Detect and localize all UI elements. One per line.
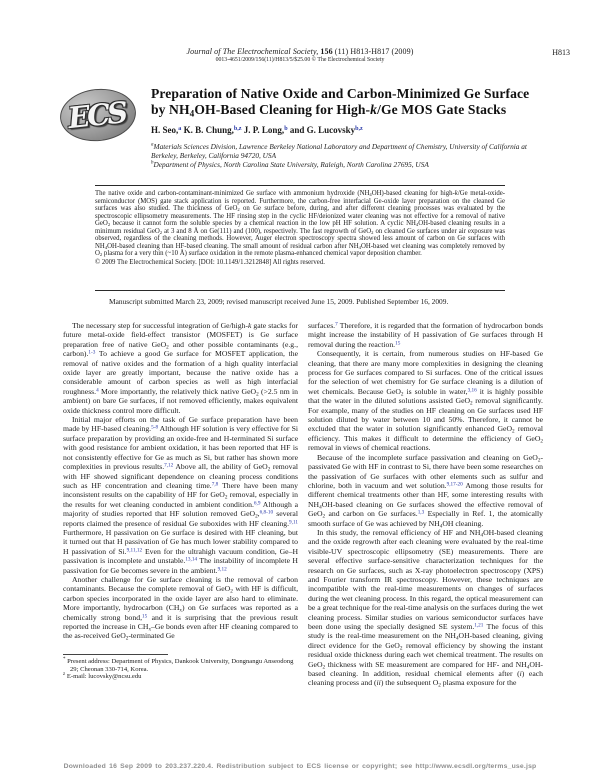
footnote-rule [63, 654, 168, 655]
citation-link[interactable]: 15 [142, 612, 148, 619]
journal-header [0, 47, 600, 63]
citation-link[interactable]: 9,12 [217, 565, 227, 572]
affiliation-b [151, 160, 531, 169]
journal-volume: 156 [320, 47, 333, 56]
citation-link[interactable]: 6,8-10 [259, 509, 274, 516]
citation-link[interactable]: 4 [96, 387, 99, 394]
citation-link[interactable]: 13,14 [185, 556, 198, 563]
footnote-marker: z [63, 672, 66, 678]
abstract-top-rule [95, 185, 505, 186]
masthead [59, 86, 543, 169]
body-paragraph: Because of the incomplete surface passivation and cleaning on GeO$_2$-passivated Ge with HF in contrast to Si, there have been some researches on the passivation of Ge surfaces with other elements such as sulfur and chlorine, both in vacuum and wet solution.$^{9,17-20}$ Among those results for different chemical treatments other than HF, some interesting results with $NH_4OH$-based cleaning on Ge surfaces showed the effective removal of GeO$_2$ and carbon on Ge surfaces.$^{1,3}$ Especially in Ref. 1, the atomically smooth surface of Ge was achieved by $NH_4OH$ cleaning. [308, 452, 543, 529]
citation-link[interactable]: 9,17-20 [446, 481, 463, 488]
body-paragraph: The necessary step for successful integration of Ge/high-k gate stacks for future metal-oxide field-effect transistor (MOSFET) is Ge surface preparation free of native GeO$_2$ and other possible contaminants (e.g., carbon).$^{1-3}$ To achieve a good Ge surface for MOSFET application, the removal of native oxides and the formation of a high quality interfacial oxide layer are greatly important, because the native oxide has a considerable amount of carbon species as well as high interfacial roughness.$^4$ More importantly, the relatively thick native GeO$_2$ (>2.5 nm in ambient) on bare Ge surfaces, if not removed efficiently, makes equivalent oxide thickness control more difficult. [63, 321, 298, 415]
abstract-bottom-rule [95, 290, 505, 291]
abstract-block [95, 190, 505, 266]
body-paragraph: surfaces.$^7$ Therefore, it is regarded that the formation of hydrocarbon bonds might increase the instability of H passivation of Ge surfaces through H removal during the reaction.$^{15}$ [308, 321, 543, 349]
citation-link[interactable]: 7 [335, 321, 338, 328]
column-left [63, 321, 298, 688]
affiliation-a [151, 142, 531, 160]
body-paragraph: Initial major efforts on the task of Ge surface preparation have been made by HF-based cleaning.$^{5-8}$ Although HF solution is very effective for Si surface preparation by providing an oxide-free and H-terminated Si surface with good resistance for ambient oxidation, it has been reported that HF is not consistently effective for Ge as much as Si, but rather has shown more complexities in previous results.$^{7,12}$ Above all, the ability of GeO$_2$ removal with HF showed significant dependence on cleaning process conditions such as HF concentration and cleaning time.$^{7,8}$ There have been many inconsistent results on the capability of HF for GeO$_2$ removal, especially in the results for wet cleaning conducted in ambient condition.$^{6,9}$ Although a majority of studies reported that HF solution removed GeO$_2$,$^{6,8-10}$ several reports claimed the presence of residual Ge suboxides with HF cleaning.$^{9,11}$ Furthermore, H passivation on Ge surface is desired with HF cleaning, but it turned out that H passivation of Ge has much lower stability compared to H passivation of Si.$^{9,11,12}$ Even for the ultrahigh vacuum condition, Ge–H passivation is incomplete and unstable.$^{13,14}$ The instability of incomplete H passivation for Ge becomes severe in the ambient.$^{9,12}$ [63, 415, 299, 575]
citation-link[interactable]: 9,11 [289, 518, 298, 525]
citation-link[interactable]: a [178, 125, 182, 132]
citation-link[interactable]: 9,11,12 [126, 547, 143, 554]
citation-link[interactable]: 7,12 [164, 462, 174, 469]
title-author-block [151, 86, 547, 169]
affiliation-a-marker: a [151, 142, 154, 148]
body-paragraph: Consequently, it is certain, from numerous studies on HF-based Ge cleaning, that there are many more complexities in designing the cleaning process for Ge surfaces compared to Si surfaces. One of the critical issues for the selection of wet chemistry for Ge surface cleaning is a dilution of wet chemicals. Because GeO$_2$ is soluble in water,$^{3,16}$ it is highly possible that the water in the diluted solutions assisted GeO$_2$ removal significantly. For example, many of the studies on HF cleaning on Ge surfaces used HF solution diluted by water between 10 and 50%. Therefore, it cannot be excluded that the water in solution significantly enhanced GeO$_2$ removal efficiency. This makes it difficult to determine the efficiency of GeO$_2$ removal in views of chemical reactions. [308, 349, 544, 453]
page-number: H813 [552, 48, 570, 57]
citation-link[interactable]: 7,8 [211, 481, 219, 488]
citation-link[interactable]: b [284, 125, 288, 132]
ecs-logo [59, 86, 139, 144]
journal-name: Journal of The Electrochemical Society, [186, 47, 321, 56]
affiliation-a-text: Materials Sciences Division, Lawrence Berkeley National Laboratory and Department of Chemistry, University of California at Berkeley, Berkeley, California 94720, USA [151, 141, 527, 160]
column-right [308, 321, 543, 688]
body-paragraph: In this study, the removal efficiency of HF and $NH_4OH$-based cleaning and the oxide regrowth after each cleaning were evaluated by the real-time visible-UV spectroscopic ellipsometry (SE) measurements. There are several effective surface-sensitive characterization techniques for the research on Ge surfaces, such as X-ray photoelectron spectroscopy (XPS) and Fourier transform IR spectroscopy. However, these techniques are incompatible with the real-time measurements on changes of surfaces during the wet cleaning process. In this regard, the optical measurement can be a great technique for the real-time analysis on the surfaces during the wet cleaning process. Similar studies on various semiconductor surfaces have been done using the specially designed SE system.$^{1,21}$ The focus of this study is the real-time measurement on the $NH_4OH$-based cleaning, giving direct evidence for the GeO$_2$ removal efficiency by showing the instant residual oxide thickness during each wet chemical treatment. The results on GeO$_2$ thickness with SE measurement are compared for HF- and $NH_4OH$-based cleaning. In addition, residual chemical elements after (i) each cleaning process and (ii) the subsequent $O_2$ plasma exposure for the [308, 527, 543, 689]
journal-issue-info: (11) H813-H817 (2009) [332, 47, 414, 56]
email-link[interactable]: E-mail: lucovsky@ncsu.edu [66, 673, 142, 681]
download-stamp: Downloaded 16 Sep 2009 to 203.237.220.4. Redistribution subject to ECS license or copyright; see http://www.ecsdl.org/terms_use.jsp [63, 763, 537, 770]
citation-link[interactable]: 5-8 [151, 424, 159, 431]
footnote-email [63, 673, 298, 681]
issn-line: 0013-4651/2009/156(11)/H813/5/$25.00 © The Electrochemical Society [215, 57, 385, 63]
citation-link[interactable]: 3,16 [467, 387, 477, 394]
footnote-present-address [63, 658, 298, 674]
affiliations [151, 142, 531, 169]
citation-link[interactable]: 15 [395, 340, 401, 347]
citation-link[interactable]: 1,3 [417, 509, 425, 516]
affiliation-b-text: Department of Physics, North Carolina State University, Raleigh, North Carolina 27695, USA [153, 159, 429, 169]
citation-link[interactable]: 1,21 [474, 622, 484, 629]
citation-link[interactable]: 6,9 [253, 500, 261, 507]
footnote-marker: * [63, 656, 66, 662]
manuscript-history: Manuscript submitted March 23, 2009; revised manuscript received June 15, 2009. Published September 16, 2009. [109, 297, 449, 306]
body-paragraph: Another challenge for Ge surface cleaning is the removal of carbon contaminants. Because the complete removal of GeO$_2$ with HF is difficult, carbon species incorporated in the oxide layer are also hard to eliminate. More importantly, hydrocarbon $(CH_x)$ on Ge surfaces was reported as a chemically strong bond,$^{15}$ and it is surprising that the previous result reported the increase in $CH_x-Ge$ bonds even after HF cleaning compared to the as-received GeO$_2$-terminated Ge [63, 574, 299, 642]
footnote-text: Present address: Department of Physics, Dankook University, Dongnangu Anseodong 29; Cheonan 330-714, Korea. [67, 657, 294, 673]
abstract-text: The native oxide and carbon-contaminant-minimized Ge surface with ammonium hydroxide $(NH_4OH)$-based cleaning for high-k/Ge metal-oxide-semiconductor (MOS) gate stack application is reported. Furthermore, the carbon-free interfacial Ge-oxide layer preparation on the cleaned Ge surfaces was also studied. The thickness of GeO$_2$ on Ge surface before, during, and after different cleaning processes was evaluated by the spectroscopic ellipsometry measurements. The HF rinsing step in the cyclic HF/deionized water cleaning was not effective for a removal of native GeO$_2$ because it cannot form the soluble species by a chemical reaction in the low pH HF solution. A cyclic $NH_4OH$-based cleaning results in a minimum residual GeO$_2$ at 3 and 8 Å on Ge(111) and (100), respectively. The fast regrowth of GeO$_2$ on cleaned Ge surfaces under air exposure was observed, regardless of the cleaning methods. However, Auger electron spectroscopy spectra showed less amount of carbon on Ge surfaces with $NH_4OH$-based cleaning than HF-based cleaning. The small amount of residual carbon after $NH_4OH$-based wet cleaning was completely removed by $O_2$ plasma for a very thin (~10 Å) surface oxidation in the remote plasma-enhanced chemical vapor deposition chamber. [95, 190, 506, 258]
footnotes [63, 654, 298, 681]
authors-line: H. Seo,$^a$ K. B. Chung,$^{b,z}$ J. P. Long,$^b$ and G. Lucovsky$^{b,z}$ [151, 124, 363, 135]
copyright-doi-line: © 2009 The Electrochemical Society. [DOI: 10.1149/1.3212848] All rights reserved. [95, 258, 325, 266]
ecs-logo-text: ECS [66, 94, 127, 135]
paper-title: Preparation of Native Oxide and Carbon-Minimized Ge Surface by $NH_4OH$-Based Cleaning for High-k/Ge MOS Gate Stacks [151, 86, 530, 119]
ecs-logo-oval [57, 85, 138, 145]
body-columns [63, 321, 543, 688]
journal-citation-line [0, 47, 600, 56]
affiliation-b-marker: b [151, 160, 154, 166]
citation-link[interactable]: b,z [233, 125, 242, 132]
citation-link[interactable]: 1-3 [88, 349, 96, 356]
citation-link[interactable]: b,z [355, 125, 363, 132]
